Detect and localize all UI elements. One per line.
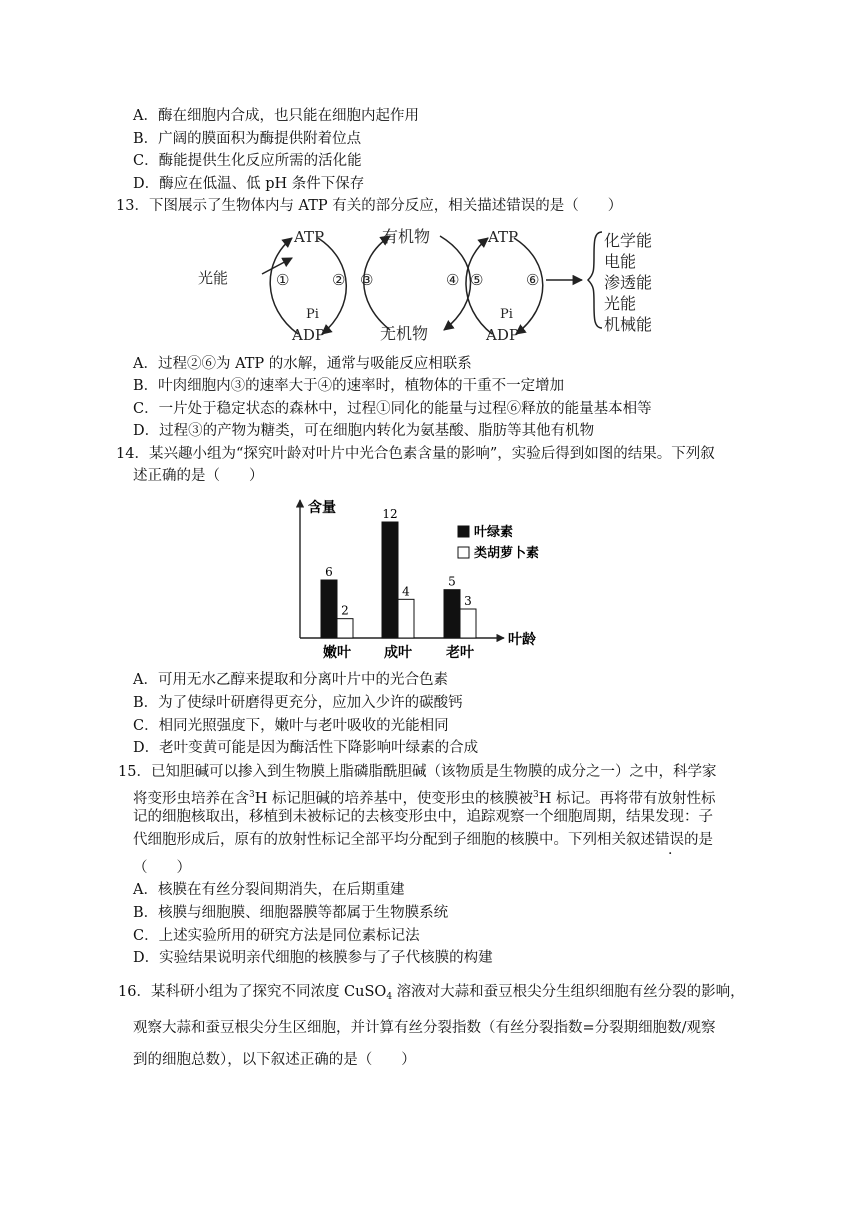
bar-chlorophyll-2 — [444, 590, 460, 638]
q14-stem-line2: 述正确的是（ ） — [133, 468, 264, 484]
q14-stem-line1: 14．某兴趣小组为“探究叶龄对叶片中光合色素含量的影响”，实验后得到如图的结果。下列叙 — [116, 446, 715, 462]
category-label: 老叶 — [446, 645, 474, 661]
adp-right-label: ADP — [486, 326, 519, 344]
category-label: 成叶 — [384, 645, 412, 661]
bar-chlorophyll-0 — [321, 580, 337, 638]
q13-option-b: B．叶肉细胞内③的速率大于④的速率时，植物体的干重不一定增加 — [133, 378, 565, 394]
inorganic-matter-label: 无机物 — [380, 324, 429, 343]
q13-option-a: A．过程②⑥为 ATP 的水解，通常与吸能反应相联系 — [133, 356, 472, 372]
legend-label-carotenoid: 类胡萝卜素 — [474, 546, 540, 561]
adp-left-label: ADP — [292, 326, 325, 344]
category-label: 嫩叶 — [323, 645, 351, 661]
bar-value-label: 12 — [382, 507, 398, 521]
bar-carotenoid-2 — [460, 609, 476, 638]
process-1-label: ① — [276, 271, 290, 289]
q14-option-a: A．可用无水乙醇来提取和分离叶片中的光合色素 — [133, 672, 448, 688]
emphasis-text: 错误 — [655, 832, 684, 848]
process-6-label: ⑥ — [526, 271, 540, 289]
q12-option-c: C．酶能提供生化反应所需的活化能 — [133, 153, 362, 169]
process-3-label: ③ — [360, 271, 374, 289]
atp-left-label: ATP — [294, 228, 325, 246]
q14-option-d: D．老叶变黄可能是因为酶活性下降影响叶绿素的合成 — [133, 740, 479, 756]
pi-right-label: Pi — [500, 307, 513, 322]
bar-carotenoid-1 — [398, 599, 414, 638]
q14-option-b: B．为了使绿叶研磨得更充分，应加入少许的碳酸钙 — [133, 695, 463, 711]
q16-stem-line2: 观察大蒜和蚕豆根尖分生区细胞，并计算有丝分裂指数（有丝分裂指数=分裂期细胞数/观察 — [133, 1020, 716, 1036]
q14-option-c: C．相同光照强度下，嫩叶与老叶吸收的光能相同 — [133, 718, 449, 734]
q16-stem-line3: 到的细胞总数），以下叙述正确的是（ ） — [133, 1052, 416, 1068]
legend-swatch-carotenoid — [458, 547, 469, 558]
q12-option-a: A．酶在细胞内合成，也只能在细胞内起作用 — [133, 108, 419, 124]
q15-stem-line3: 记的细胞核取出，移植到未被标记的去核变形虫中，追踪观察一个细胞周期，结果发现：子 — [133, 809, 713, 825]
bar-value-label: 5 — [448, 574, 456, 589]
pi-left-label: Pi — [306, 307, 319, 322]
bar-value-label: 6 — [325, 565, 333, 579]
atp-right-label: ATP — [488, 228, 519, 246]
y-axis-label: 含量 — [308, 500, 336, 516]
process-5-label: ⑤ — [470, 271, 484, 289]
energy-chemical-label: 化学能 — [604, 231, 653, 250]
energy-mechanical-label: 机械能 — [604, 315, 653, 334]
process-2-label: ② — [332, 271, 346, 289]
energy-light-label: 光能 — [604, 294, 637, 313]
bar-chlorophyll-1 — [382, 522, 398, 638]
bar-value-label: 4 — [402, 584, 410, 599]
q15-option-b: B．核膜与细胞膜、细胞器膜等都属于生物膜系统 — [133, 905, 449, 921]
q15-stem-line2: 将变形虫培养在含$^3$H 标记胆碱的培养基中，使变形虫的核膜被$^3$H 标记。再将带有放射性标 — [133, 790, 716, 807]
q16-stem-line1: 16．某科研小组为了探究不同浓度 CuSO$_4$ 溶液对大蒜和蚕豆根尖分生组织细胞有丝分裂的影响， — [118, 984, 745, 1002]
q13-stem: 13．下图展示了生物体内与 ATP 有关的部分反应，相关描述错误的是（ ） — [116, 198, 623, 214]
q15-stem-line4: 代细胞形成后，原有的放射性标记全部平均分配到子细胞的核膜中。下列相关叙述错误的是 — [133, 832, 713, 848]
x-axis-label: 叶龄 — [508, 632, 536, 648]
light-energy-label: 光能 — [198, 269, 229, 287]
q13-option-d: D．过程③的产物为糖类，可在细胞内转化为氨基酸、脂肪等其他有机物 — [133, 423, 595, 439]
q12-option-d: D．酶应在低温、低 pH 条件下保存 — [133, 176, 365, 192]
q13-option-c: C．一片处于稳定状态的森林中，过程①同化的能量与过程⑥释放的能量基本相等 — [133, 401, 652, 417]
energy-osmotic-label: 渗透能 — [604, 273, 653, 292]
q15-option-d: D．实验结果说明亲代细胞的核膜参与了子代核膜的构建 — [133, 950, 493, 966]
q15-stem-line5: （ ） — [133, 860, 191, 876]
q15-option-a: A．核膜在有丝分裂间期消失，在后期重建 — [133, 882, 405, 898]
legend-swatch-chlorophyll — [458, 526, 469, 537]
q15-option-c: C．上述实验所用的研究方法是同位素标记法 — [133, 928, 420, 944]
atp-cycle-diagram — [190, 222, 680, 348]
bar-carotenoid-0 — [337, 619, 353, 638]
q15-stem-line1: 15．已知胆碱可以掺入到生物膜上脂磷脂酰胆碱（该物质是生物膜的成分之一）之中，科学家 — [118, 764, 717, 780]
process-4-label: ④ — [446, 271, 460, 289]
q12-option-b: B．广阔的膜面积为酶提供附着位点 — [133, 131, 362, 147]
energy-electric-label: 电能 — [604, 252, 637, 271]
organic-matter-label: 有机物 — [382, 227, 431, 246]
bar-value-label: 2 — [341, 603, 349, 618]
pigment-bar-chart — [290, 492, 560, 664]
legend-label-chlorophyll: 叶绿素 — [474, 525, 514, 540]
bar-value-label: 3 — [464, 594, 472, 608]
